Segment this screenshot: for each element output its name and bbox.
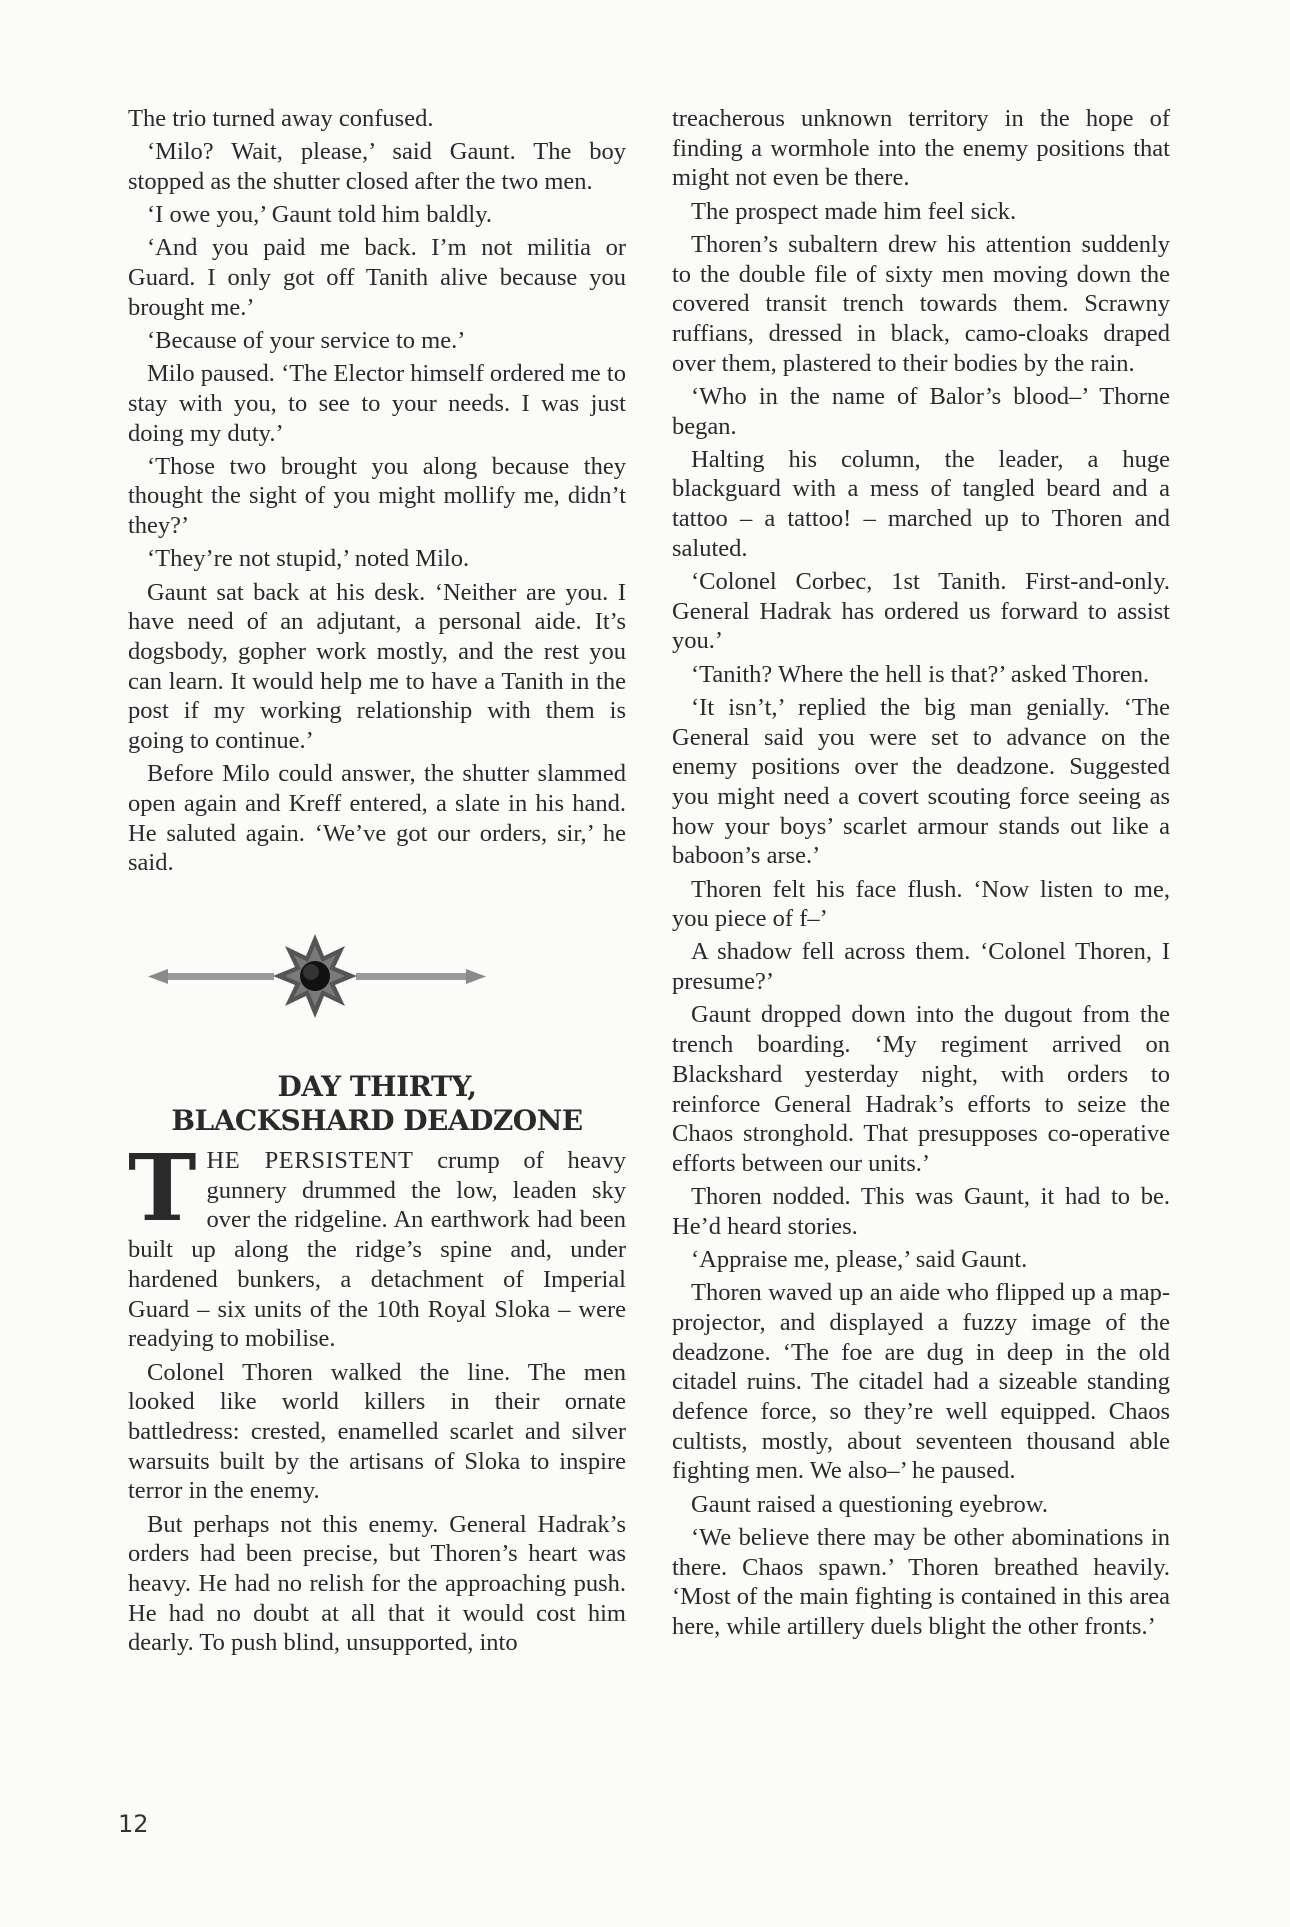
star-ornament-icon — [128, 928, 626, 1028]
chapter-heading-line1: DAY THIRTY, — [277, 1070, 477, 1104]
paragraph: A shadow fell across them. ‘Colonel Thoren, I presume?’ — [672, 938, 1170, 996]
paragraph: ‘And you paid me back. I’m not militia or Guard. I only got off Tanith alive because you brought me.’ — [128, 234, 626, 321]
paragraph: Milo paused. ‘The Elector himself ordered me to stay with you, to see to your needs. I was just doing my duty.’ — [128, 360, 626, 447]
paragraph: ‘We believe there may be other abominations in there. Chaos spawn.’ Thoren breathed heavily. ‘Most of the main fighting is contained in this area here, while artillery duels blight the other fronts.’ — [672, 1523, 1170, 1640]
page-number: 12 — [118, 1810, 149, 1838]
right-paragraphs — [672, 104, 1170, 1642]
paragraph: Thoren waved up an aide who flipped up a map-projector, and displayed a fuzzy image of the deadzone. ‘The foe are dug in deep in the old citadel ruins. The citadel had a sizeable standing defence force, so they’re well equipped. Chaos cultists, mostly, about seventeen thousand able fighting men. We also–’ he paused. — [672, 1279, 1170, 1485]
paragraph: ‘Milo? Wait, please,’ said Gaunt. The boy stopped as the shutter closed after the two men. — [128, 138, 626, 195]
left-paragraphs-after-heading — [128, 1358, 626, 1659]
paragraph: ‘It isn’t,’ replied the big man genially. ‘The General said you were set to advance on the enemy positions over the deadzone. Suggested you might need a covert scouting force seeing as how your boys’ scarlet armour stands out like a baboon’s arse.’ — [672, 693, 1170, 870]
chapter-heading-line2: BLACKSHARD DEADZONE — [171, 1104, 583, 1138]
opening-paragraph — [128, 1134, 626, 1354]
paragraph: ‘Because of your service to me.’ — [147, 326, 466, 354]
paragraph: Before Milo could answer, the shutter slammed open again and Kreff entered, a slate in his hand. He saluted again. ‘We’ve got our orders, sir,’ he said. — [128, 760, 626, 877]
paragraph: But perhaps not this enemy. General Hadrak’s orders had been precise, but Thoren’s heart was heavy. He had no relish for the approaching push. He had no doubt at all that it would cost him dearly. To push blind, unsupported, into — [128, 1510, 626, 1657]
paragraph: Halting his column, the leader, a huge blackguard with a mess of tangled beard and a tattoo – a tattoo! – marched up to Thoren and saluted. — [672, 445, 1170, 562]
paragraph: ‘Appraise me, please,’ said Gaunt. — [691, 1246, 1028, 1274]
paragraph: Thoren nodded. This was Gaunt, it had to be. He’d heard stories. — [672, 1183, 1170, 1240]
section-break-ornament — [128, 928, 626, 1028]
left-column — [128, 104, 626, 1662]
paragraph: ‘Who in the name of Balor’s blood–’ Thorne began. — [672, 382, 1170, 440]
paragraph: ‘I owe you,’ Gaunt told him baldly. — [147, 201, 492, 229]
paragraph: Gaunt dropped down into the dugout from the trench boarding. ‘My regiment arrived on Blackshard yesterday night, with orders to reinforce General Hadrak’s efforts to seize the Chaos stronghold. That presupposes co-operative efforts between our units.’ — [672, 1001, 1170, 1177]
paragraph: Thoren felt his face flush. ‘Now listen to me, you piece of f–’ — [672, 875, 1170, 933]
paragraph: ‘They’re not stupid,’ noted Milo. — [147, 545, 470, 573]
paragraph: ‘Those two brought you along because they thought the sight of you might mollify me, didn’t they?’ — [128, 452, 626, 540]
paragraph: The prospect made him feel sick. — [691, 197, 1017, 225]
drop-cap: T — [128, 1134, 197, 1243]
paragraph: Thoren’s subaltern drew his attention suddenly to the double file of sixty men moving down the covered transit trench towards them. Scrawny ruffians, dressed in black, camo-cloaks draped over them, plastered to their bodies by the rain. — [672, 230, 1170, 377]
opening-text: crump of heavy gunnery drummed the low, leaden sky over the ridgeline. An earthwork had been built up along the ridge’s spine and, under hardened bunkers, a detachment of Imperial Guard – six units of the 10th Royal Sloka – were readying to mobilise. — [128, 1147, 626, 1353]
paragraph: Colonel Thoren walked the line. The men looked like world killers in their ornate battledress: crested, enamelled scarlet and silver warsuits built by the artisans of Sloka to inspire terror in the enemy. — [128, 1358, 626, 1505]
paragraph: treacherous unknown territory in the hope of finding a wormhole into the enemy positions that might not even be there. — [672, 105, 1170, 192]
left-paragraphs-before-break — [128, 104, 626, 878]
paragraph: Gaunt sat back at his desk. ‘Neither are you. I have need of an adjutant, a personal aide. It’s dogsbody, gopher work mostly, and the rest you can learn. It would help me to have a Tanith in the post if my working relationship with them is going to continue.’ — [128, 578, 626, 755]
paragraph: The trio turned away confused. — [128, 105, 434, 132]
paragraph: ‘Colonel Corbec, 1st Tanith. First-and-only. General Hadrak has ordered us forward to assist you.’ — [672, 568, 1170, 655]
chapter-heading — [128, 1070, 626, 1138]
paragraph: Gaunt raised a questioning eyebrow. — [691, 1490, 1048, 1518]
paragraph: ‘Tanith? Where the hell is that?’ asked Thoren. — [691, 660, 1150, 688]
opening-smallcaps: HE PERSISTENT — [206, 1147, 414, 1175]
right-column — [672, 104, 1170, 1645]
